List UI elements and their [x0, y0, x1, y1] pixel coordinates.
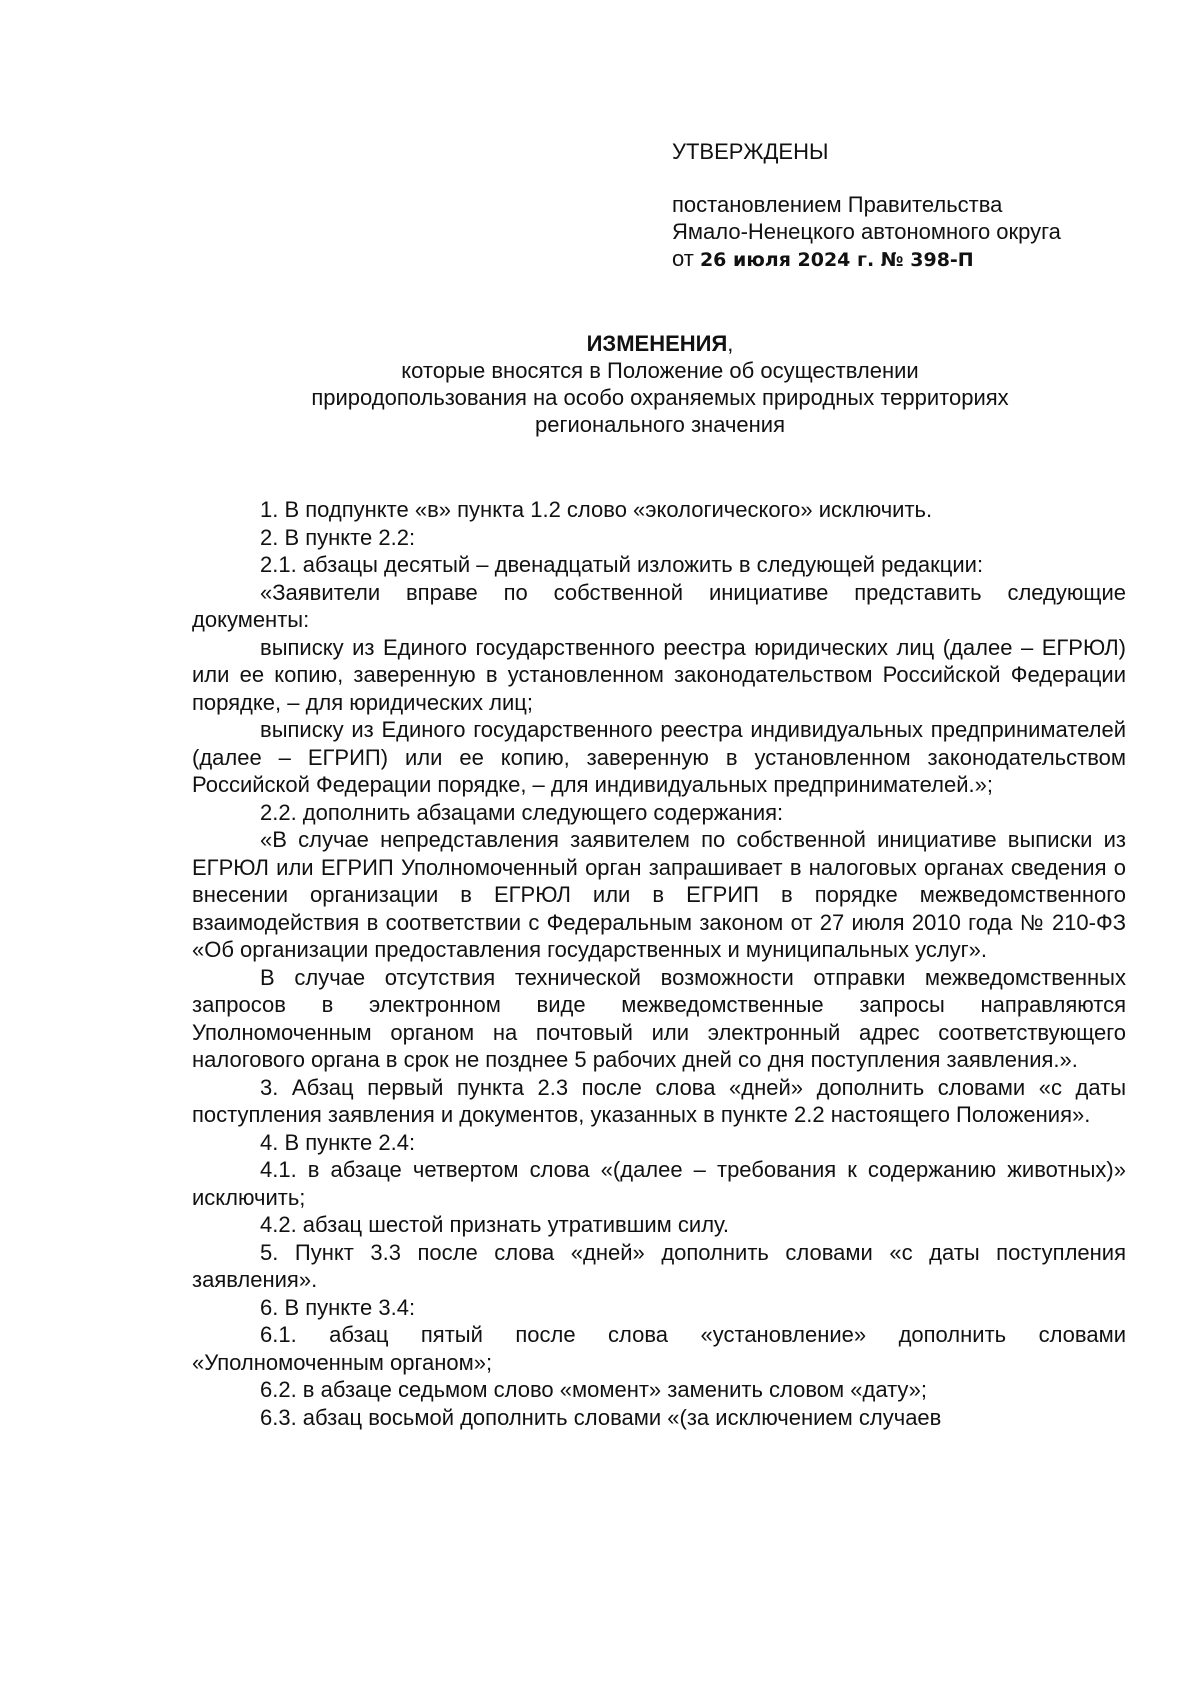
- paragraph: 1. В подпункте «в» пункта 1.2 слово «экологического» исключить.: [260, 497, 933, 522]
- document-title-block: [190, 330, 1130, 438]
- paragraph: 3. Абзац первый пункта 2.3 после слова «дней» дополнить словами «с даты поступления заявления и документов, указанных в пункте 2.2 настоящего Положения».: [192, 1074, 1126, 1127]
- paragraph: 2.1. абзацы десятый – двенадцатый изложить в следующей редакции:: [260, 552, 984, 577]
- document-title: [190, 330, 1130, 357]
- paragraph: выписку из Единого государственного реестра индивидуальных предпринимателей (далее – ЕГРИП) или ее копию, заверенную в установленном законодательством Российской Федерации порядке, – для индивидуальных предпринимателей.»;: [192, 717, 1126, 797]
- approval-date: 26 июля 2024 г. № 398-П: [699, 249, 974, 271]
- document-title-main: ИЗМЕНЕНИЯ: [586, 331, 728, 356]
- approval-date-line: [672, 245, 1172, 274]
- paragraph: 6.1. абзац пятый после слова «установление» дополнить словами «Уполномоченным органом»;: [192, 1322, 1126, 1375]
- paragraph: 6.2. в абзаце седьмом слово «момент» заменить словом «дату»;: [260, 1377, 928, 1402]
- approval-line: Ямало-Ненецкого автономного округа: [672, 219, 1061, 244]
- paragraph: 4. В пункте 2.4:: [260, 1129, 416, 1155]
- paragraph: 6.3. абзац восьмой дополнить словами «(за исключением случаев: [260, 1404, 942, 1430]
- approval-line: постановлением Правительства: [672, 192, 1003, 217]
- paragraph: 2.2. дополнить абзацами следующего содержания:: [260, 799, 784, 825]
- paragraph: В случае отсутствия технической возможности отправки межведомственных запросов в электронном виде межведомственные запросы направляются Уполномоченным органом на почтовый или электронный адрес соответствующего налогового органа в срок не позднее 5 рабочих дней со дня поступления заявления.».: [192, 964, 1126, 1072]
- document-subtitle-line: природопользования на особо охраняемых природных территориях: [311, 385, 1009, 410]
- paragraph: «Заявители вправе по собственной инициативе представить следующие документы:: [192, 579, 1126, 632]
- paragraph: 5. Пункт 3.3 после слова «дней» дополнить словами «с даты поступления заявления».: [192, 1239, 1126, 1292]
- approval-block: [672, 138, 1172, 274]
- document-subtitle-line: регионального значения: [534, 412, 785, 437]
- paragraph: выписку из Единого государственного реестра юридических лиц (далее – ЕГРЮЛ) или ее копию, заверенную в установленном законодательством Российской Федерации порядке, – для юридических лиц;: [192, 634, 1126, 715]
- approval-heading: УТВЕРЖДЕНЫ: [672, 139, 829, 164]
- paragraph: 6. В пункте 3.4:: [260, 1294, 416, 1320]
- paragraph: 2. В пункте 2.2:: [260, 524, 416, 550]
- approval-date-prefix: от: [672, 246, 700, 271]
- paragraph: 4.2. абзац шестой признать утратившим силу.: [260, 1212, 729, 1237]
- paragraph: 4.1. в абзаце четвертом слова «(далее – требования к содержанию животных)» исключить;: [192, 1157, 1126, 1210]
- document-body: [192, 496, 1126, 1431]
- paragraph: «В случае непредставления заявителем по собственной инициативе выписки из ЕГРЮЛ или ЕГРИП Уполномоченный орган запрашивает в налоговых органах сведения о внесении организации в ЕГРЮЛ или в ЕГРИП в порядке межведомственного взаимодействия в соответствии с Федеральным законом от 27 июля 2010 года № 210-ФЗ «Об организации предоставления государственных и муниципальных услуг».: [192, 827, 1126, 962]
- document-title-suffix: ,: [727, 331, 734, 356]
- document-subtitle-line: которые вносятся в Положение об осуществлении: [401, 358, 919, 383]
